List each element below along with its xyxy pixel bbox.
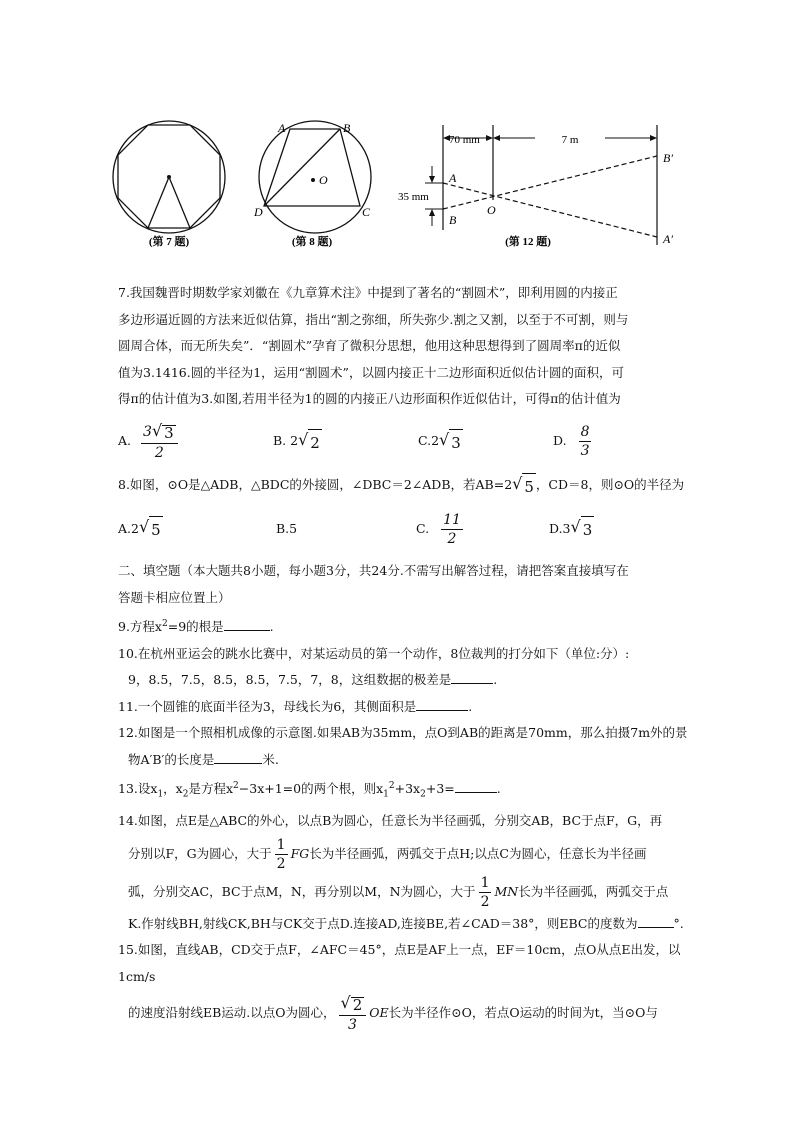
q14-answer-blank[interactable]: [638, 913, 674, 928]
question-14: [118, 808, 688, 937]
questions: [118, 280, 688, 1036]
q12-line-1: 12.如图是一个照相机成像的示意图.如果AB为35mm，点O到AB的距离是70mm，那么拍摄7m外的景: [118, 725, 688, 741]
fig12-ray-b: [443, 156, 657, 209]
section-2-line-2: 答题卡相应位置上）: [118, 589, 231, 605]
q11-answer-blank[interactable]: [416, 696, 468, 711]
q12-line-2: 物A′B′的长度是 米.: [118, 747, 688, 774]
q8-options: [118, 504, 688, 554]
q9-answer-blank[interactable]: [224, 616, 270, 631]
q7-option-c: C.2 √ 3: [418, 427, 553, 457]
question-10: [118, 641, 688, 694]
q7-option-d: D. $\frac{8}{3}$: [553, 424, 590, 459]
q7-option-a: A. 3 √ 3 2: [118, 423, 273, 460]
q7-line-5: 得π的估计值为3.如图,若用半径为1的圆的内接正八边形面积作近似估计，可得π的估计值为: [118, 391, 621, 406]
section-2: [118, 558, 688, 611]
fig8-diagonal-db: [264, 129, 340, 206]
q8-stem: 8.如图，⊙O是△ADB，△BDC的外接圆，∠DBC＝2∠ADB，若AB=2 √ 5 ，CD＝8，则⊙O的半径为: [118, 471, 688, 501]
fig8-circle: [259, 121, 371, 233]
q14-line-3: 弧，分别交AC，BC于点M，N，再分别以M，N为圆心，大于 $\frac{1}{2}$ MN长为半径画弧，两弧交于点: [128, 874, 669, 910]
fig8-center-point: [311, 178, 315, 182]
fig12-caption: (第 12 题): [505, 236, 551, 248]
fig7-caption: (第 7 题): [148, 236, 190, 248]
q7-option-b: B. 2 √ 2: [273, 427, 418, 457]
fig12-ray-a: [443, 183, 657, 237]
figure-12: [398, 125, 673, 248]
q7-line-4: 值为3.1416.圆的半径为1，运用“割圆术”，以圆内接正十二边形面积近似估计圆的面积，可: [118, 364, 624, 380]
fig8-label-o: O: [319, 173, 328, 187]
fig12-dim35-label: 35 mm: [398, 191, 429, 203]
q8-option-c: C. $\frac{11}{2}$: [416, 511, 461, 547]
question-11: 11.一个圆锥的底面半径为3，母线长为6，其侧面积是 .: [118, 694, 688, 721]
figures-strip: [0, 0, 794, 270]
fig8-label-b: B: [343, 121, 351, 135]
q12-answer-blank[interactable]: [214, 749, 262, 764]
q15-line-1: 15.如图，直线AB，CD交于点F，∠AFC＝45°，点E是AF上一点，EF＝10cm，点O从点E出发，以1cm/s: [118, 942, 681, 984]
question-9: 9.方程$x^2=9$的根是 .: [118, 611, 688, 641]
q10-answer-blank[interactable]: [451, 669, 493, 684]
question-13: 13.设$x_1$，$x_2$是方程$x^2-3x+1=0$的两个根，则$x_1^2+3x_2+3=$ .: [118, 773, 688, 808]
fig8-label-c: C: [362, 205, 371, 219]
q7-line-3: 圆周合体，而无所失矣”．“割圆术”孕育了微积分思想，他用这种思想得到了圆周率π的近似: [118, 338, 621, 353]
fig12-label-b: B: [449, 213, 457, 227]
fig8-quadrilateral: [264, 129, 360, 206]
q10-line-2: 9，8.5，7.5，8.5，8.5，7.5，7，8，这组数据的极差是 .: [118, 667, 688, 694]
q14-line-2: 分别以F，G为圆心，大于 $\frac{1}{2}$ FG长为半径画弧，两弧交于点H;以点C为圆心，任意长为半径画: [128, 836, 647, 872]
q7-line-1: 7.我国魏晋时期数学家刘徽在《九章算术注》中提到了著名的“割圆术”，即利用圆的内接正: [118, 285, 618, 300]
question-15: [118, 937, 688, 1036]
figure-8: [253, 121, 371, 248]
fig8-label-a: A: [278, 121, 286, 135]
q8-option-a: A.2 √ 5: [118, 514, 276, 544]
fig7-radius-2: [169, 177, 190, 228]
question-7: [118, 280, 688, 467]
fig12-label-a: A: [449, 171, 457, 185]
q14-line-1: 14.如图，点E是△ABC的外心，以点B为圆心，任意长为半径画弧，分别交AB，BC于点F，G，再: [118, 813, 663, 829]
fig12-dim70-label: 70 mm: [449, 134, 480, 146]
fig7-radius-1: [148, 177, 169, 228]
question-12: [118, 720, 688, 773]
q13-answer-blank[interactable]: [455, 778, 497, 793]
fig7-center-point: [167, 175, 171, 179]
q8-option-b: B.5: [276, 520, 298, 536]
q10-line-1: 10.在杭州亚运会的跳水比赛中，对某运动员的第一个动作，8位裁判的打分如下（单位:分）:: [118, 645, 630, 661]
fig12-label-bp: B′: [663, 151, 673, 165]
fig8-label-d: D: [254, 205, 263, 219]
q7-options: [118, 417, 688, 467]
fig12-dim7m-label: 7 m: [561, 134, 579, 146]
q7-line-2: 多边形逼近圆的方法来近似估算，指出“割之弥细，所失弥少.割之又割，以至于不可割，则与: [118, 311, 629, 327]
q15-line-2: 的速度沿射线EB运动.以点O为圆心， √ 2 3 OE长为半径作⊙O，若点O运动的时间为t，当⊙O与: [128, 993, 658, 1034]
q8-option-d: D.3 √ 3: [549, 514, 594, 544]
section-2-title: 二、填空题: [118, 563, 181, 578]
question-8: [118, 471, 688, 555]
q14-line-4: K.作射线BH,射线CK,BH与CK交于点D.连接AD,连接BE,若∠CAD＝38°，则EBC的度数为 °.: [118, 911, 688, 938]
fig12-label-o: O: [487, 203, 496, 217]
section-2-line-1: 二、填空题（本大题共8小题，每小题3分，共24分.不需写出解答过程，请把答案直接填写在: [118, 563, 629, 578]
figure-7: [113, 121, 225, 248]
fig12-label-ap: A′: [663, 232, 673, 246]
fig8-caption: (第 8 题): [291, 236, 333, 248]
